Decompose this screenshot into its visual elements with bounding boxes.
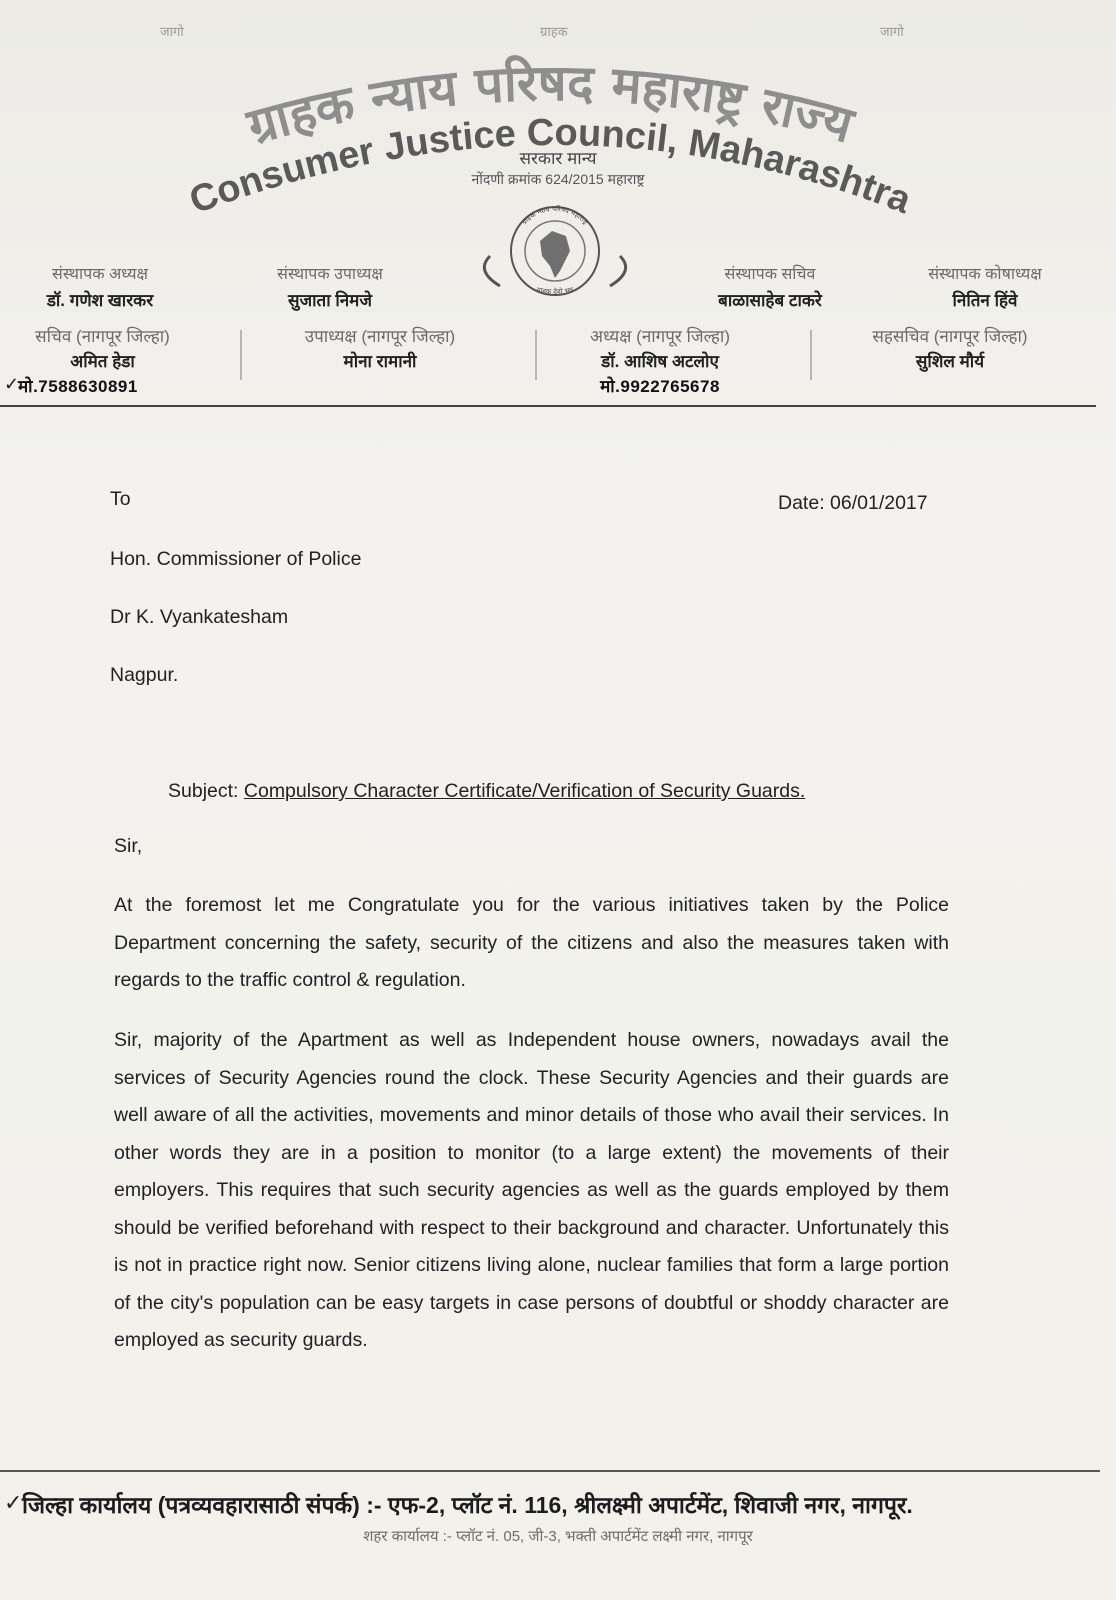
officer-name: नितिन हिंवे <box>952 291 1018 310</box>
recipient-city: Nagpur. <box>110 664 179 686</box>
handwritten-tick-icon: ✓ <box>4 374 20 394</box>
officer-name: बाळासाहेब टाकरे <box>718 291 822 310</box>
officer-role: संस्थापक सचिव <box>724 266 816 283</box>
letter-date: Date: 06/01/2017 <box>778 492 928 514</box>
salutation: Sir, <box>114 835 143 857</box>
officer-name: मोना रामानी <box>343 352 417 371</box>
district-president <box>545 324 775 397</box>
officer-name: सुशिल मौर्य <box>915 352 985 371</box>
district-vice-president <box>255 324 505 372</box>
council-name-marathi: ग्राहक न्याय परिषद महाराष्ट्र राज्य <box>241 53 860 156</box>
district-office-address: जिल्हा कार्यालय (पत्रव्यवहारासाठी संपर्क) :- एफ-2, प्लॉट नं. 116, श्रीलक्ष्मी अपार्टमेंट, शिवाजी नगर, नागपूर. <box>22 1492 913 1518</box>
officer-name: डॉ. आशिष अटलोए <box>601 352 719 371</box>
founder-president <box>20 262 180 311</box>
officer-role: अध्यक्ष (नागपूर जिल्हा) <box>590 327 730 346</box>
handwritten-tick-icon: ✓ <box>4 1490 23 1515</box>
founder-treasurer <box>890 262 1080 311</box>
officer-role: संस्थापक उपाध्यक्ष <box>277 266 383 283</box>
officer-role: उपाध्यक्ष (नागपूर जिल्हा) <box>304 327 456 346</box>
city-office-address: शहर कार्यालय :- प्लॉट नं. 05, जी-3, भक्ती अपार्टमेंट लक्ष्मी नगर, नागपूर <box>363 1528 753 1545</box>
body-paragraph-2: Sir, majority of the Apartment as well as Independent house owners, nowadays avail the services of Security Agencies round the clock. These Security Agencies and their guards are well aware of all the activities, movements and minor details of those who avail their services. In other words they are in a position to monitor (to a large extent) the movements of their employers. This requires that such security agencies as well as the guards employed by them should be verified beforehand with respect to their background and character. Unfortunately this is not in practice right now. Senior citizens living alone, nuclear families that form a large portion of the city's population can be easy targets in case persons of doubtful or shoddy character are employed as security guards. <box>114 1029 949 1351</box>
recipient-title: Hon. Commissioner of Police <box>110 548 362 570</box>
district-officers-row <box>0 324 1116 408</box>
column-divider <box>535 330 537 380</box>
founder-officers-row <box>0 262 1116 322</box>
officer-role: संस्थापक कोषाध्यक्ष <box>928 266 1042 283</box>
mini-slogan-center: ग्राहक <box>540 24 568 39</box>
officer-role: सचिव (नागपूर जिल्हा) <box>35 327 170 346</box>
founder-secretary <box>680 262 860 311</box>
district-secretary <box>0 324 205 397</box>
subject-line <box>168 780 805 803</box>
district-joint-secretary <box>815 324 1085 372</box>
recipient-name: Dr K. Vyankatesham <box>110 606 289 628</box>
svg-text:ग्राहक न्याय परिषद महाराष्ट्र: ग्राहक न्याय परिषद महाराष्ट्र <box>520 204 590 227</box>
officer-phone: मो.7588630891 <box>18 377 138 396</box>
body-paragraph-1: At the foremost let me Congratulate you for the various initiatives taken by the Police Department concerning the safety, security of the citizens and also the measures taken with regards to the traffic control & regulation. <box>114 894 949 991</box>
header-divider <box>0 405 1096 407</box>
column-divider <box>810 330 812 380</box>
officer-name: डॉ. गणेश खारकर <box>46 291 154 310</box>
subject-label: Subject: <box>168 780 244 802</box>
to-label: To <box>110 488 131 510</box>
svg-text:ग्राहक देवो भव: ग्राहक देवो भव <box>535 285 575 297</box>
officer-role: सहसचिव (नागपूर जिल्हा) <box>872 327 1028 346</box>
officer-role: संस्थापक अध्यक्ष <box>52 266 148 283</box>
subject-text: Compulsory Character Certificate/Verification of Security Guards. <box>243 780 806 802</box>
founder-vice-president <box>240 262 420 311</box>
officer-name: सुजाता निमजे <box>288 291 372 310</box>
mini-slogan-left: जागो <box>160 24 184 39</box>
column-divider <box>240 330 242 380</box>
recognition-text: सरकार मान्य <box>519 149 597 168</box>
officer-name: अमित हेडा <box>70 352 135 371</box>
footer-divider <box>0 1470 1100 1472</box>
mini-slogan-right: जागो <box>880 24 904 39</box>
officer-phone: मो.9922765678 <box>600 377 720 396</box>
council-name-english: Consumer Justice Council, Maharashtra <box>184 111 917 223</box>
registration-number: नोंदणी क्रमांक 624/2015 महाराष्ट्र <box>471 171 645 187</box>
